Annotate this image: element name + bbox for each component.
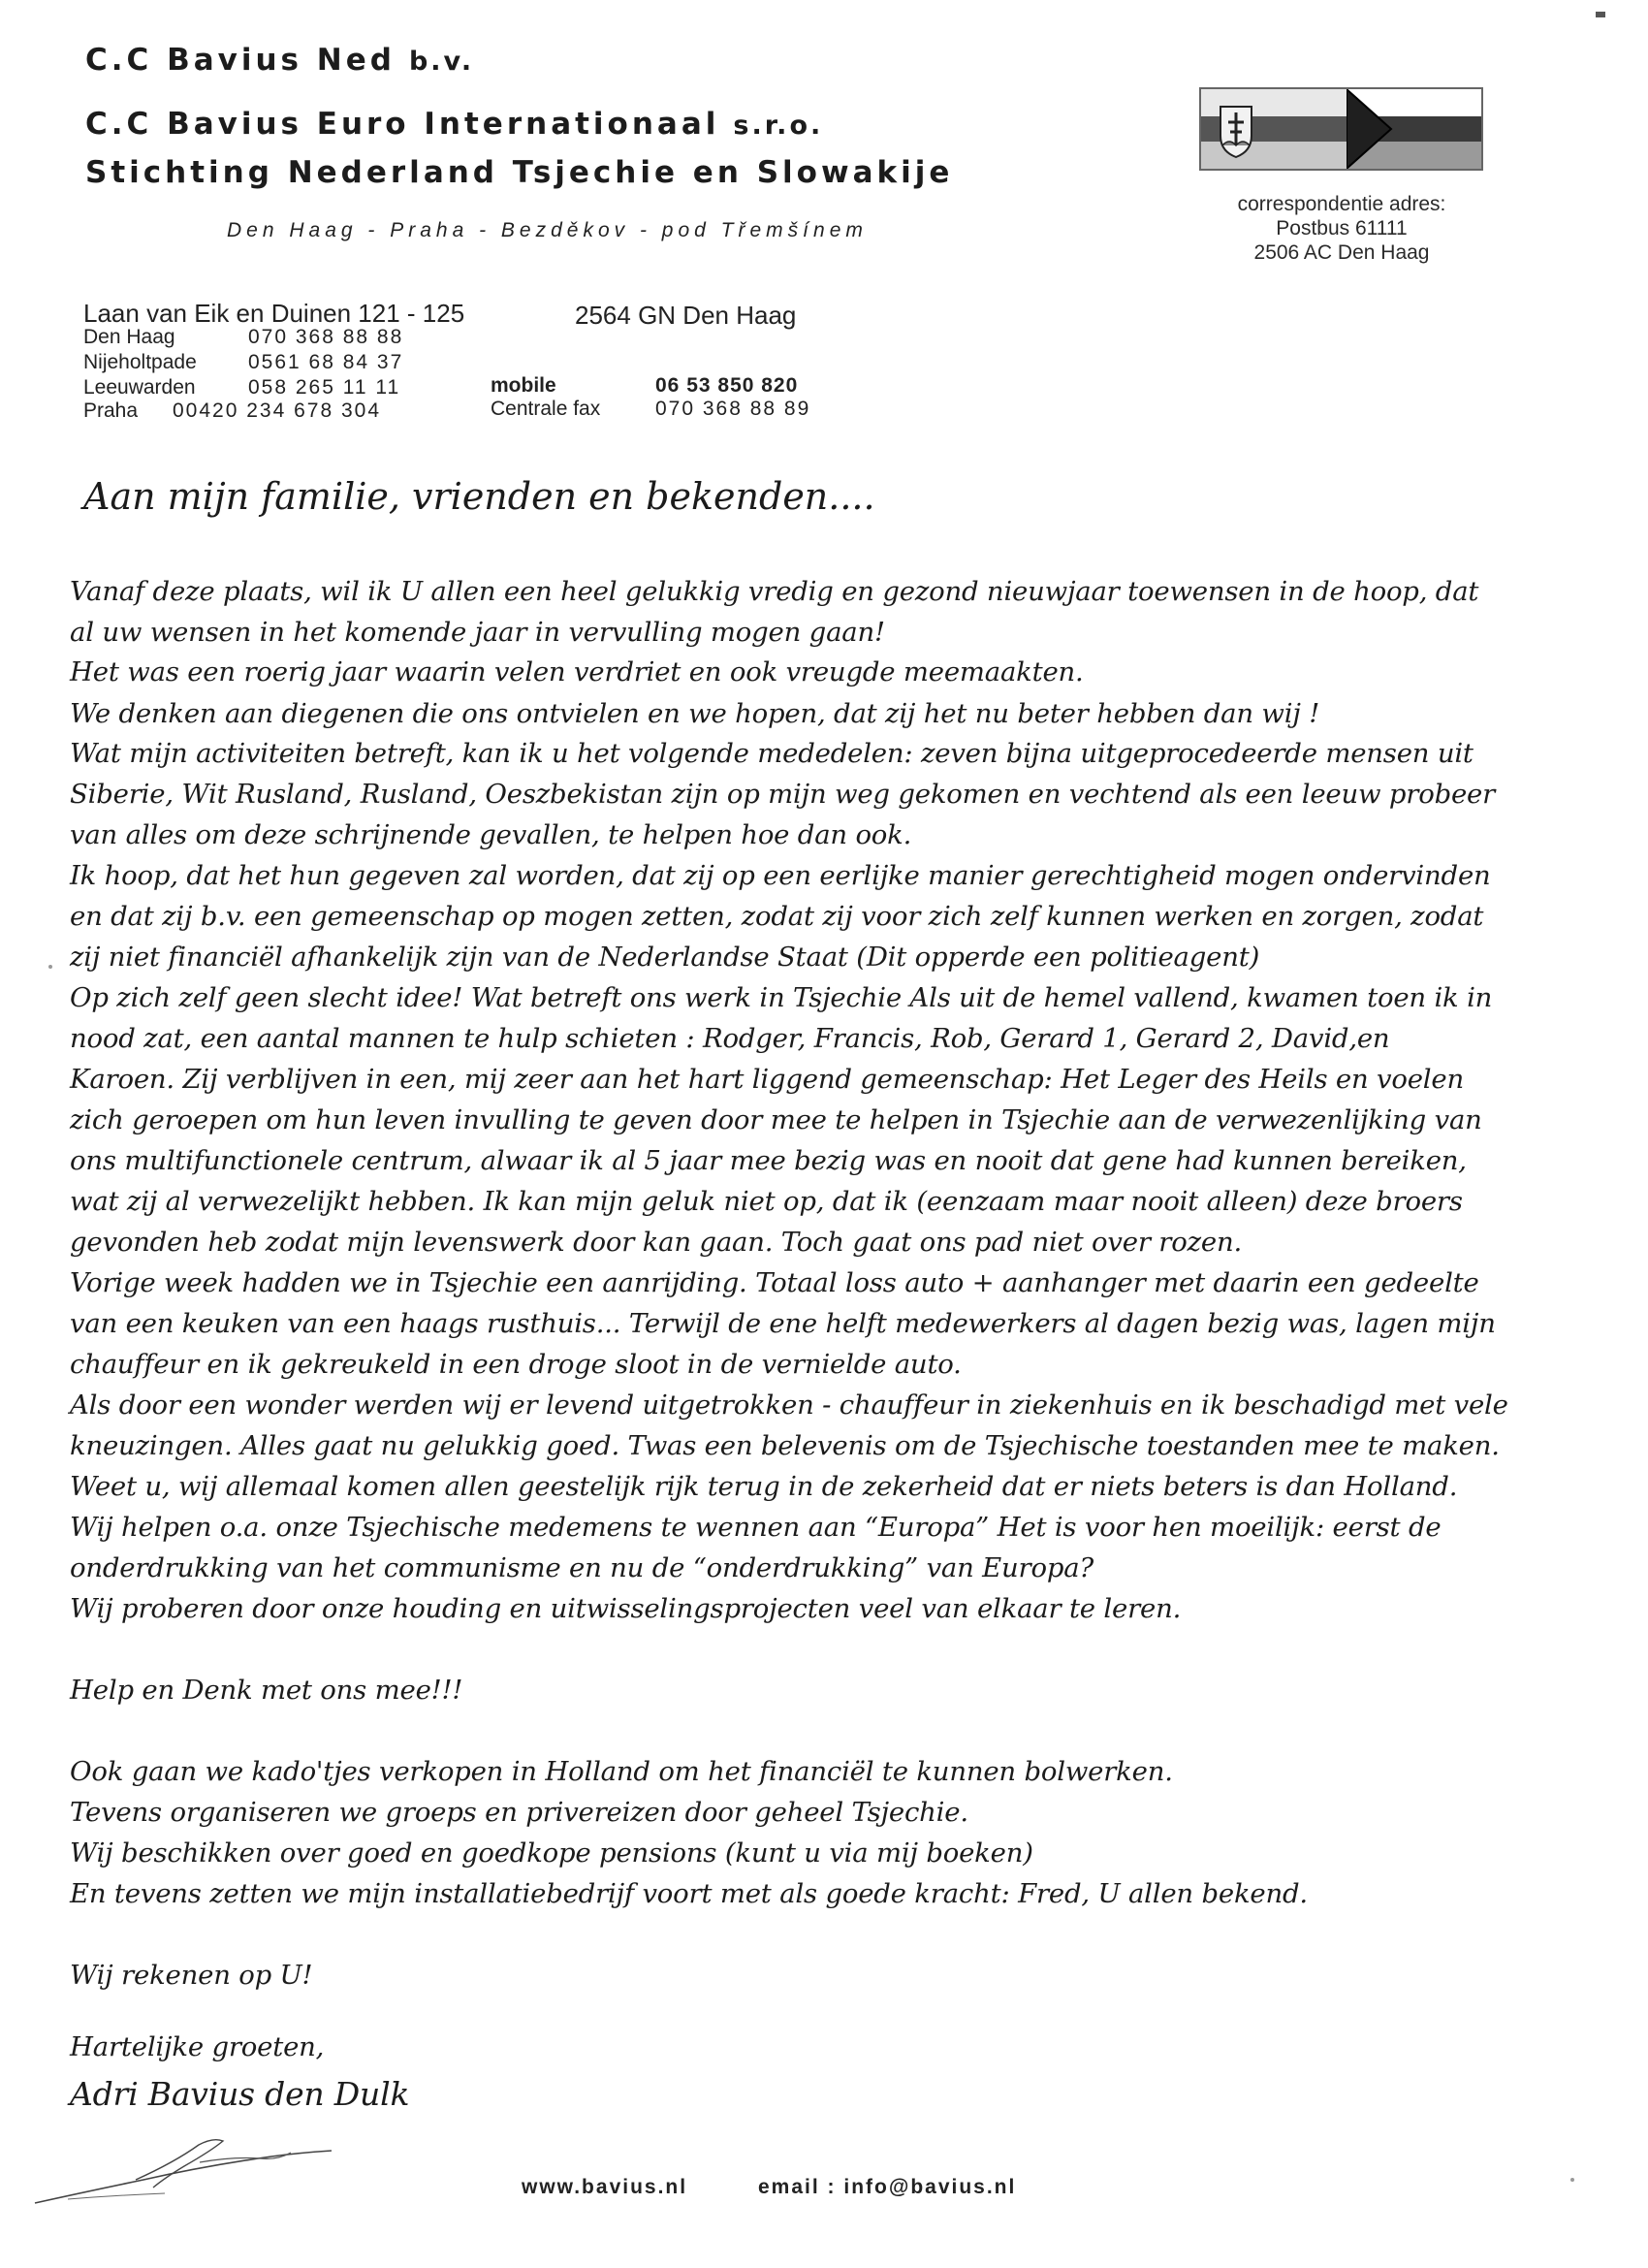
mobile-label: mobile — [491, 374, 556, 397]
phone-place: Praha — [83, 399, 139, 422]
body-line: Vanaf deze plaats, wil ik U allen een heel gelukkig vredig en gezond nieuwjaar toewensen in de hoop, dat — [70, 576, 1479, 607]
scan-mark — [1596, 12, 1605, 17]
company-name-1 — [85, 43, 474, 78]
body-line: Ik hoop, dat het hun gegeven zal worden, dat zij op een eerlijke manier gerechtigheid mogen ondervinden — [70, 860, 1491, 891]
body-line: Wij helpen o.a. onze Tsjechische medemens te wennen aan “Europa” Het is voor hen moeilijk: eerst de — [70, 1512, 1442, 1543]
scan-dot — [1570, 2178, 1574, 2182]
closing-line: Tevens organiseren we groeps en privereizen door geheel Tsjechie. — [70, 1797, 968, 1828]
body-line: gevonden heb zodat mijn levenswerk door kan gaan. Toch gaat ons pad niet over rozen. — [70, 1227, 1243, 1258]
body-line: van een keuken van een haags rusthuis... Terwijl de ene helft medewerkers al dagen bezig was, lagen mijn — [70, 1308, 1496, 1339]
body-line: Als door een wonder werden wij er levend uitgetrokken - chauffeur in ziekenhuis en ik beschadigd met vele — [70, 1390, 1508, 1421]
rely-line: Wij rekenen op U! — [70, 1960, 313, 1991]
body-line: zich geroepen om hun leven invulling te geven door mee te helpen in Tsjechie aan de verwezenlijking van — [70, 1104, 1482, 1135]
company-name-1-text: C.C Bavius Ned — [85, 43, 396, 78]
closing-line: Ook gaan we kado'tjes verkopen in Holland om het financiël te kunnen bolwerken. — [70, 1756, 1173, 1787]
body-line: Siberie, Wit Rusland, Rusland, Oeszbekistan zijn op mijn weg gekomen en vechtend als een leeuw probeer — [70, 779, 1496, 810]
closing-line: En tevens zetten we mijn installatiebedrijf voort met als goede kracht: Fred, U allen bekend. — [70, 1878, 1308, 1909]
flag-logo — [1199, 87, 1483, 171]
body-line: Karoen. Zij verblijven in een, mij zeer aan het hart liggend gemeenschap: Het Leger des Heils en voelen — [70, 1064, 1464, 1095]
closing-line: Wij beschikken over goed en goedkope pensions (kunt u via mij boeken) — [70, 1837, 1033, 1869]
body-line: en dat zij b.v. een gemeenschap op mogen zetten, zodat zij voor zich zelf kunnen werken en zorgen, zodat — [70, 901, 1484, 932]
phone-number: 00420 234 678 304 — [173, 399, 382, 422]
company-name-2 — [85, 107, 823, 142]
correspondence-address — [1198, 192, 1485, 265]
body-line: Het was een roerig jaar waarin velen verdriet en ook vreugde meemaakten. — [70, 656, 1084, 687]
phone-place: Leeuwarden — [83, 376, 196, 399]
company-name-2-text: C.C Bavius Euro Internationaal — [85, 107, 720, 142]
sender-name: Adri Bavius den Dulk — [70, 2075, 410, 2113]
appeal-line: Help en Denk met ons mee!!! — [70, 1675, 463, 1706]
body-line: onderdrukking van het communisme en nu de “onderdrukking” van Europa? — [70, 1552, 1094, 1583]
body-line: We denken aan diegenen die ons ontvielen en we hopen, dat zij het nu beter hebben dan wij ! — [70, 698, 1320, 729]
body-line: van alles om deze schrijnende gevallen, te helpen hoe dan ook. — [70, 819, 912, 850]
company-name-1-suffix: b.v. — [408, 47, 475, 77]
body-line: chauffeur en ik gekreukeld in een droge sloot in de vernielde auto. — [70, 1349, 962, 1380]
body-line: nood zat, een aantal mannen te hulp schieten : Rodger, Francis, Rob, Gerard 1, Gerard 2, David,en — [70, 1023, 1390, 1054]
company-name-2-suffix: s.r.o. — [733, 111, 824, 141]
phone-number: 058 265 11 11 — [248, 376, 401, 399]
correspondence-line-2: 2506 AC Den Haag — [1253, 241, 1430, 264]
phone-number: 0561 68 84 37 — [248, 351, 404, 373]
mobile-number: 06 53 850 820 — [655, 374, 799, 397]
regards-line: Hartelijke groeten, — [70, 2031, 325, 2062]
body-line: wat zij al verwezelijkt hebben. Ik kan mijn geluk niet op, dat ik (eenzaam maar nooit alleen) deze broers — [70, 1186, 1463, 1217]
body-line: kneuzingen. Alles gaat nu gelukkig goed. Twas een belevenis om de Tsjechische toestanden mee te maken. — [70, 1430, 1500, 1461]
office-cities: Den Haag - Praha - Bezděkov - pod Třemšínem — [227, 219, 868, 241]
body-line: ons multifunctionele centrum, alwaar ik al 5 jaar mee bezig was en nooit dat gene had kunnen bereiken, — [70, 1145, 1467, 1176]
street-address: Laan van Eik en Duinen 121 - 125 — [83, 299, 465, 328]
fax-label: Centrale fax — [491, 398, 601, 420]
body-line: Vorige week hadden we in Tsjechie een aanrijding. Totaal loss auto + aanhanger met daarin een gedeelte — [70, 1267, 1479, 1298]
fax-number: 070 368 88 89 — [655, 398, 811, 420]
body-line: Op zich zelf geen slecht idee! Wat betreft ons werk in Tsjechie Als uit de hemel vallend, kwamen toen ik in — [70, 982, 1493, 1013]
body-line: Wat mijn activiteiten betreft, kan ik u het volgende mededelen: zeven bijna uitgeprocedeerde mensen uit — [70, 738, 1474, 769]
phone-place: Den Haag — [83, 326, 175, 348]
flag-logo-graphic — [1201, 89, 1481, 169]
phone-place: Nijeholtpade — [83, 351, 197, 373]
body-line: Weet u, wij allemaal komen allen geestelijk rijk terug in de zekerheid dat er niets beters is dan Holland. — [70, 1471, 1458, 1502]
email-link[interactable]: email : info@bavius.nl — [758, 2176, 1017, 2198]
handwritten-signature — [29, 2124, 339, 2211]
body-line: al uw wensen in het komende jaar in vervulling mogen gaan! — [70, 617, 885, 648]
website-link[interactable]: www.bavius.nl — [522, 2176, 688, 2198]
company-name-3: Stichting Nederland Tsjechie en Slowakije — [85, 155, 954, 190]
body-line: zij niet financiël afhankelijk zijn van de Nederlandse Staat (Dit opperde een politieagent) — [70, 942, 1260, 973]
phone-number: 070 368 88 88 — [248, 326, 404, 348]
correspondence-label: correspondentie adres: — [1237, 193, 1446, 215]
scan-dot — [48, 965, 52, 969]
zip-city: 2564 GN Den Haag — [575, 301, 797, 330]
correspondence-line-1: Postbus 61111 — [1276, 217, 1408, 240]
letter-salutation: Aan mijn familie, vrienden en bekenden.... — [83, 475, 875, 518]
body-line: Wij proberen door onze houding en uitwisselingsprojecten veel van elkaar te leren. — [70, 1593, 1182, 1624]
